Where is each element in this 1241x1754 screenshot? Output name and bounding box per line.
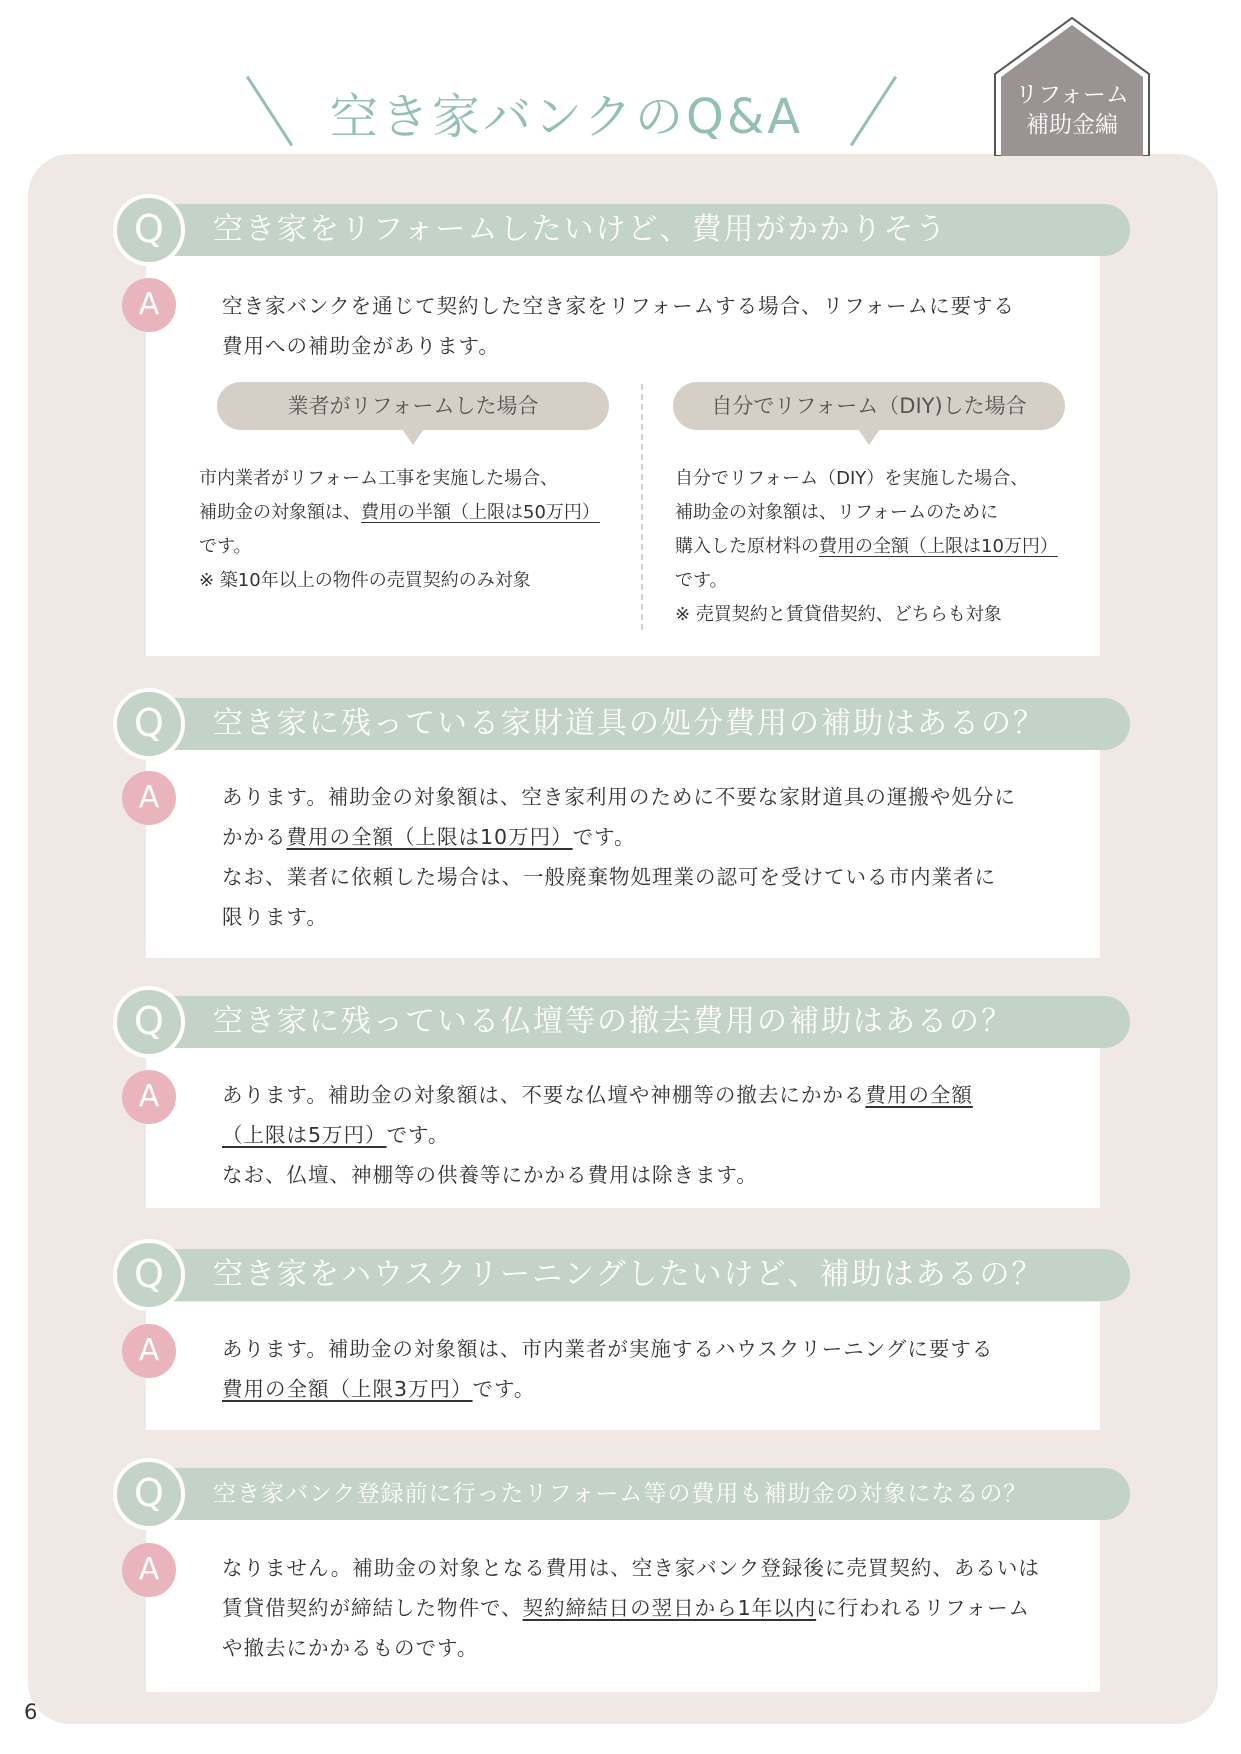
answer-text-1 [222,286,1015,366]
contractor-line-3: です。 [199,536,252,557]
answer-2-line-3: なお、業者に依頼した場合は、一般廃棄物処理業の認可を受けている市内業者に [222,865,996,889]
q-badge-3: Q [113,986,185,1058]
question-text-1: 空き家をリフォームしたいけど、費用がかかりそう [213,212,948,247]
q-badge-4: Q [113,1239,185,1311]
answer-4-line-2-post: です。 [472,1377,536,1401]
contractor-details [199,462,600,598]
answer-5-line-1: なりません。補助金の対象となる費用は、空き家バンク登録後に売買契約、あるいは [222,1556,1040,1580]
answer-5-line-2 [222,1588,1040,1628]
answer-2-line-2-post: です。 [572,825,636,849]
a-badge-4: A [122,1324,176,1378]
answer-3-line-1 [222,1075,973,1115]
contractor-note: ※ 築10年以上の物件の売買契約のみ対象 [199,570,531,591]
contractor-amount: 費用の半額（上限は50万円） [361,502,600,523]
q-badge-5: Q [113,1458,185,1530]
diy-line-4: です。 [675,570,728,591]
answer-2-line-2-pre: かかる [222,825,287,849]
question-text-5: 空き家バンク登録前に行ったリフォーム等の費用も補助金の対象になるの？ [213,1481,1028,1507]
contractor-line-2 [199,496,600,530]
diy-note: ※ 売買契約と賃貸借契約、どちらも対象 [675,604,1002,625]
section-tag [993,80,1151,140]
question-text-4: 空き家をハウスクリーニングしたいけど、補助はあるの？ [213,1257,1044,1292]
answer-5-line-2-post: に行われるリフォーム [816,1596,1031,1620]
a-badge-2: A [122,771,176,825]
q-badge-1: Q [113,194,185,266]
section-tag-line1: リフォーム [1015,82,1129,108]
a-badge-1: A [122,278,176,332]
q-badge-2: Q [113,688,185,760]
answer-3-line-2 [222,1115,973,1155]
answer-5-line-3: や撤去にかかるものです。 [222,1636,479,1660]
answer-text-2 [222,777,1016,937]
question-text-2: 空き家に残っている家財道具の処分費用の補助はあるの？ [213,706,1045,741]
answer-text-3 [222,1075,973,1195]
contractor-heading: 業者がリフォームした場合 [217,382,609,430]
title-slash-right [850,76,897,146]
diy-heading: 自分でリフォーム（DIY)した場合 [673,382,1065,430]
answer-2-line-2 [222,817,1016,857]
diy-amount: 費用の全額（上限は10万円） [819,536,1058,557]
page-number: 6 [24,1700,38,1724]
contractor-line-1: 市内業者がリフォーム工事を実施した場合、 [199,468,559,489]
answer-3-limit: （上限は5万円） [222,1123,387,1147]
page-title: 空き家バンクのQ&A [330,89,804,145]
title-slash-left [246,76,293,146]
diy-line-2: 補助金の対象額は、リフォームのために [675,502,999,523]
diy-line-3-text: 購入した原材料の [675,536,819,557]
answer-text-4 [222,1329,993,1409]
answer-5-period: 契約締結日の翌日から1年以内 [522,1596,817,1620]
answer-4-line-1: あります。補助金の対象額は、市内業者が実施するハウスクリーニングに要する [222,1337,994,1361]
section-tag-line2: 補助金編 [1026,112,1118,138]
answer-4-amount: 費用の全額（上限3万円） [222,1377,473,1401]
answer-text-5 [222,1548,1040,1668]
answer-2-amount: 費用の全額（上限は10万円） [286,825,573,849]
answer-3-line-2-post: です。 [386,1123,450,1147]
contractor-line-2-text: 補助金の対象額は、 [199,502,361,523]
answer-2-line-4: 限ります。 [222,905,328,929]
answer-5-line-2-pre: 賃貸借契約が締結した物件で、 [222,1596,523,1620]
diy-details [675,462,1058,632]
a-badge-5: A [122,1543,176,1597]
answer-1-line-2: 費用への補助金があります。 [222,334,500,358]
question-text-3: 空き家に残っている仏壇等の撤去費用の補助はあるの？ [213,1004,1013,1039]
answer-1-line-1: 空き家バンクを通じて契約した空き家をリフォームする場合、リフォームに要する [222,294,1016,318]
diy-line-1: 自分でリフォーム（DIY）を実施した場合、 [675,468,1029,489]
answer-2-line-1: あります。補助金の対象額は、空き家利用のために不要な家財道具の運搬や処分に [222,785,1016,809]
diy-line-3 [675,530,1058,564]
answer-3-line-3: なお、仏壇、神棚等の供養等にかかる費用は除きます。 [222,1163,758,1187]
answer-3-amount: 費用の全額 [865,1083,973,1107]
column-divider [641,384,643,630]
answer-3-line-1-pre: あります。補助金の対象額は、不要な仏壇や神棚等の撤去にかかる [222,1083,866,1107]
answer-4-line-2 [222,1369,993,1409]
a-badge-3: A [122,1070,176,1124]
